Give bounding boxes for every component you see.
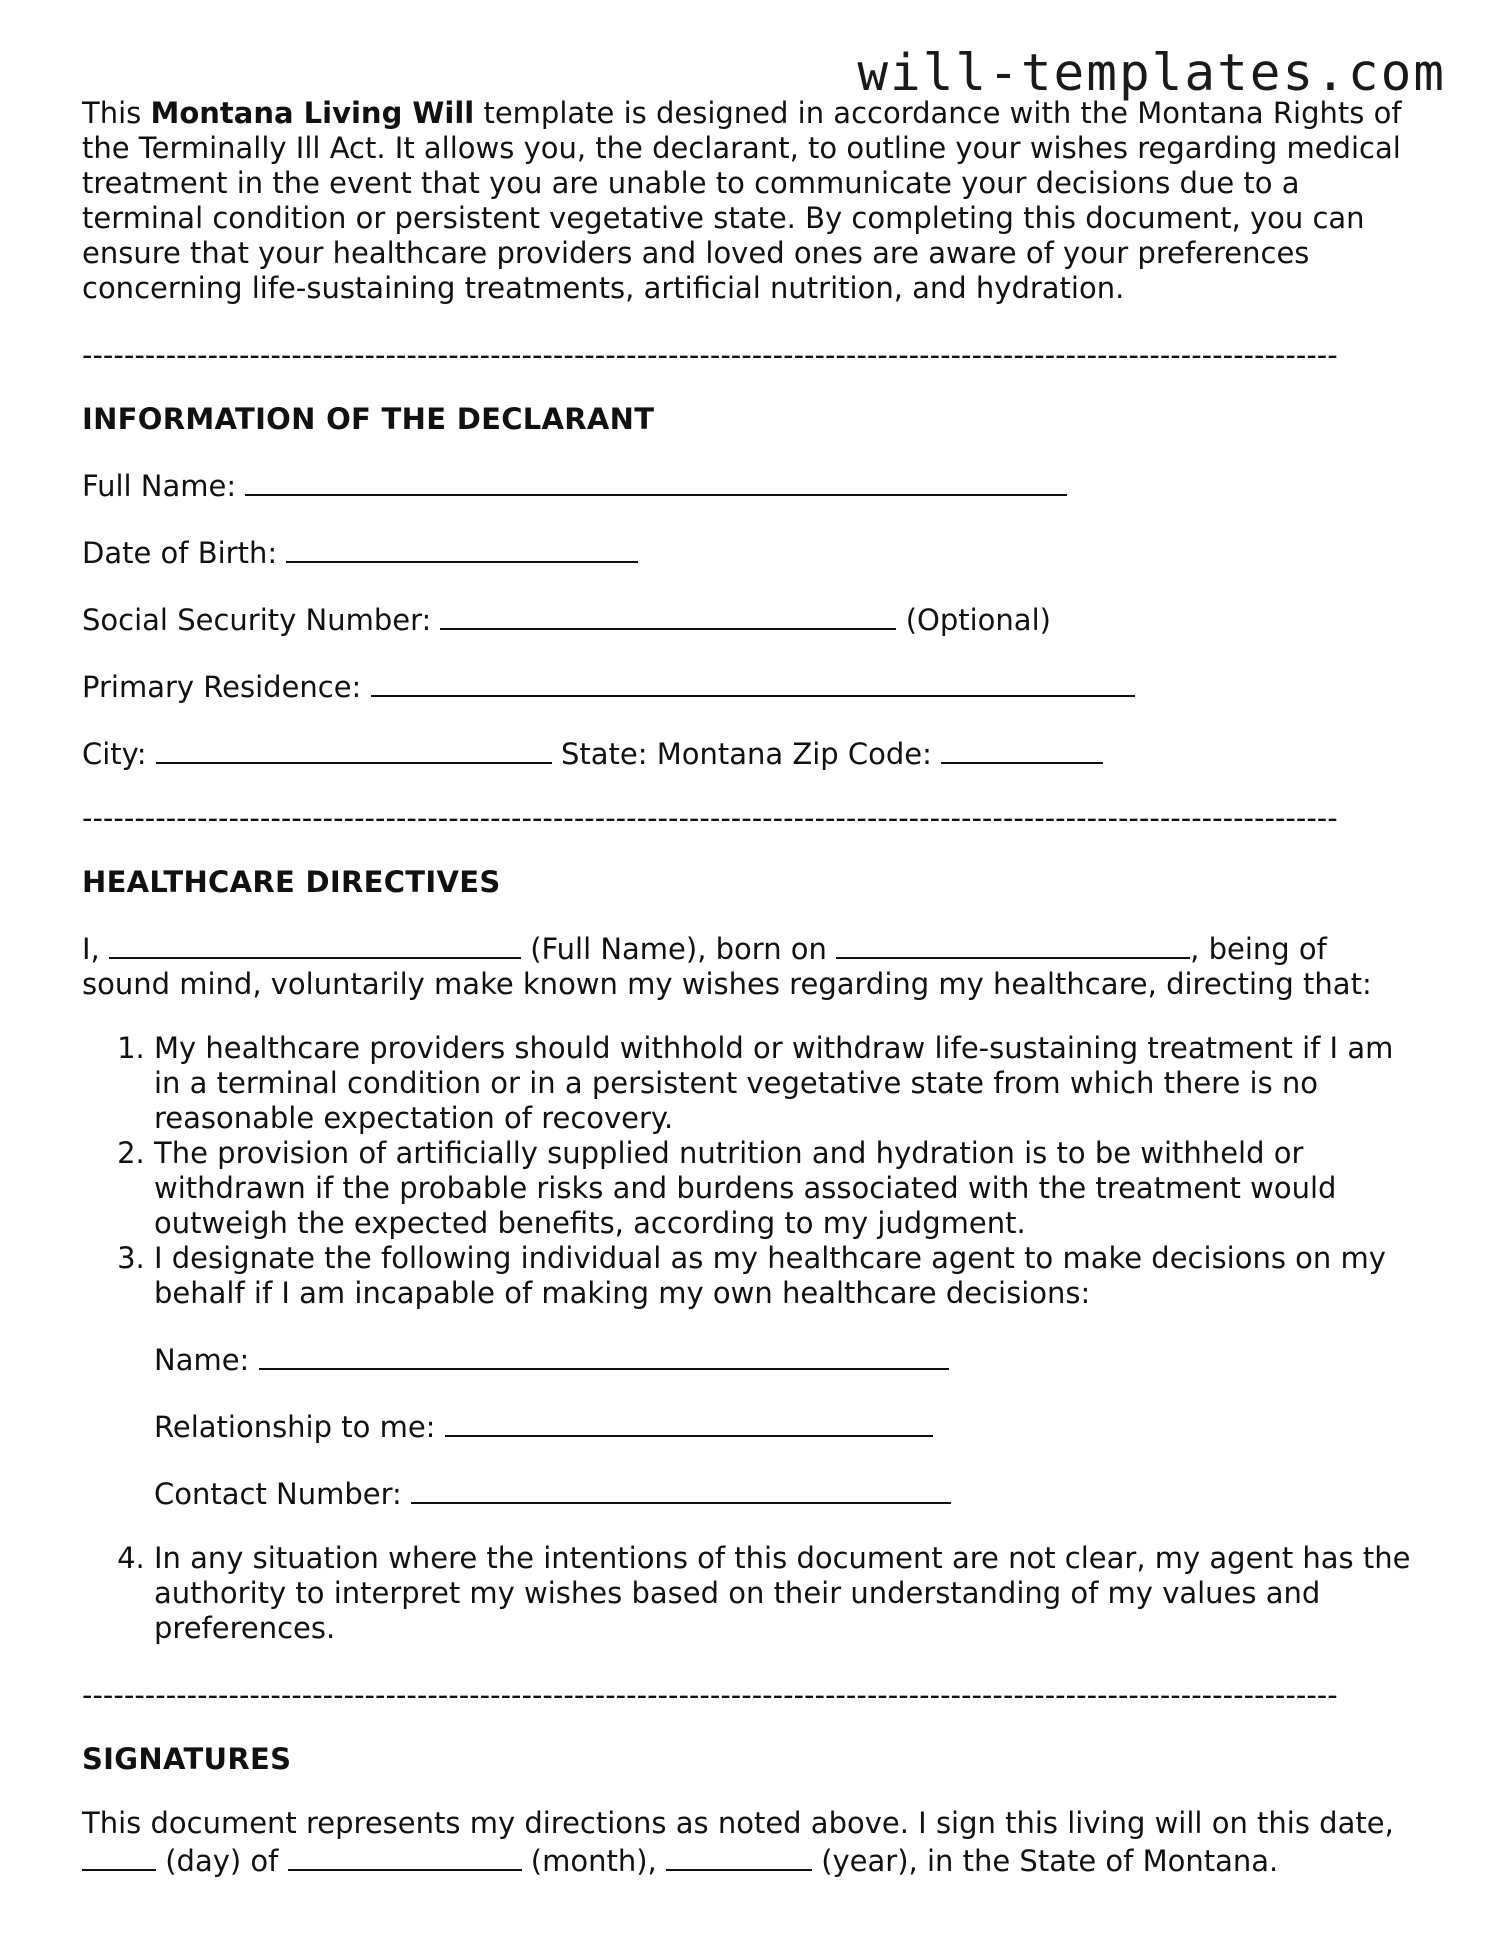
watermark: will-templates.com <box>857 44 1446 103</box>
agent-contact-field <box>154 1474 1422 1512</box>
ssn-label: Social Security Number: <box>82 603 432 637</box>
opening-fullname-label: (Full Name), born on <box>530 932 827 966</box>
dob-label: Date of Birth: <box>82 536 278 570</box>
year-label: (year), in the State of Montana. <box>821 1844 1279 1878</box>
intro-lead: This <box>82 96 151 130</box>
signatures-heading: SIGNATURES <box>82 1742 292 1776</box>
intro-paragraph <box>82 96 1422 306</box>
ssn-optional: (Optional) <box>905 603 1051 637</box>
list-item: 4. In any situation where the intentions of this document are not clear, my agent has the authority to interpret my wishes based on their understanding of my values and preferences. <box>154 1541 1422 1646</box>
agent-contact-label: Contact Number: <box>154 1477 402 1511</box>
ssn-blank[interactable] <box>440 600 896 630</box>
agent-relationship-label: Relationship to me: <box>154 1410 436 1444</box>
day-blank[interactable] <box>82 1841 156 1871</box>
opening-i: I, <box>82 932 100 966</box>
residence-label: Primary Residence: <box>82 670 362 704</box>
agent-fields <box>154 1340 1422 1512</box>
city-label: City: <box>82 737 147 771</box>
day-label: (day) of <box>165 1844 279 1878</box>
declarant-heading: INFORMATION OF THE DECLARANT <box>82 402 655 436</box>
divider: ------------------------------------------------------------------------------------------------------------------------ <box>82 801 1338 835</box>
list-item: 2. The provision of artificially supplied nutrition and hydration is to be withheld or withdrawn if the probable risks and burdens associated with the treatment would outweigh the expected benefits, according to my judgment. <box>154 1136 1422 1241</box>
state-zip-label: State: Montana Zip Code: <box>560 737 932 771</box>
full-name-blank[interactable] <box>245 466 1067 496</box>
directives-opening <box>82 929 1422 1002</box>
intro-bold-title: Montana Living Will <box>150 96 475 130</box>
agent-name-label: Name: <box>154 1343 250 1377</box>
agent-contact-blank[interactable] <box>411 1474 951 1504</box>
declarant-name-blank[interactable] <box>109 929 521 959</box>
directives-heading: HEALTHCARE DIRECTIVES <box>82 865 501 899</box>
document-body <box>82 96 1422 1879</box>
month-blank[interactable] <box>288 1841 522 1871</box>
dob-blank[interactable] <box>286 533 638 563</box>
zip-blank[interactable] <box>941 734 1103 764</box>
list-item-text: I designate the following individual as my healthcare agent to make decisions on my behalf if I am incapable of making my own healthcare decisions: <box>154 1241 1386 1310</box>
agent-name-field <box>154 1340 1422 1378</box>
residence-blank[interactable] <box>371 667 1135 697</box>
ssn-field <box>82 600 1422 638</box>
directives-list <box>82 1031 1422 1646</box>
opening-rest: , being of sound mind, voluntarily make known my wishes regarding my healthcare, directing that: <box>82 932 1372 1001</box>
residence-field <box>82 667 1422 705</box>
agent-relationship-field <box>154 1407 1422 1445</box>
list-item <box>154 1241 1422 1512</box>
signature-date-statement <box>82 1806 1422 1879</box>
full-name-field <box>82 466 1422 504</box>
intro-text: template is designed in accordance with the Montana Rights of the Terminally Ill Act. It allows you, the declarant, to outline your wishes regarding medical treatment in the event that you are unable to communicate your decisions due to a terminal condition or persistent vegetative state. By completing this document, you can ensure that your healthcare providers and loved ones are aware of your preferences concerning life-sustaining treatments, artificial nutrition, and hydration. <box>82 96 1402 305</box>
dob-field <box>82 533 1422 571</box>
birth-date-blank[interactable] <box>836 929 1190 959</box>
list-item: 1. My healthcare providers should withhold or withdraw life-sustaining treatment if I am in a terminal condition or in a persistent vegetative state from which there is no reasonable expectation of recovery. <box>154 1031 1422 1136</box>
city-blank[interactable] <box>156 734 552 764</box>
month-label: (month), <box>530 1844 657 1878</box>
agent-relationship-blank[interactable] <box>445 1407 933 1437</box>
signature-text: This document represents my directions as noted above. I sign this living will on this date, <box>82 1806 1394 1840</box>
divider: ------------------------------------------------------------------------------------------------------------------------ <box>82 338 1338 372</box>
year-blank[interactable] <box>666 1841 812 1871</box>
city-state-zip-field <box>82 734 1422 772</box>
full-name-label: Full Name: <box>82 469 237 503</box>
divider: ------------------------------------------------------------------------------------------------------------------------ <box>82 1678 1338 1712</box>
agent-name-blank[interactable] <box>259 1340 949 1370</box>
